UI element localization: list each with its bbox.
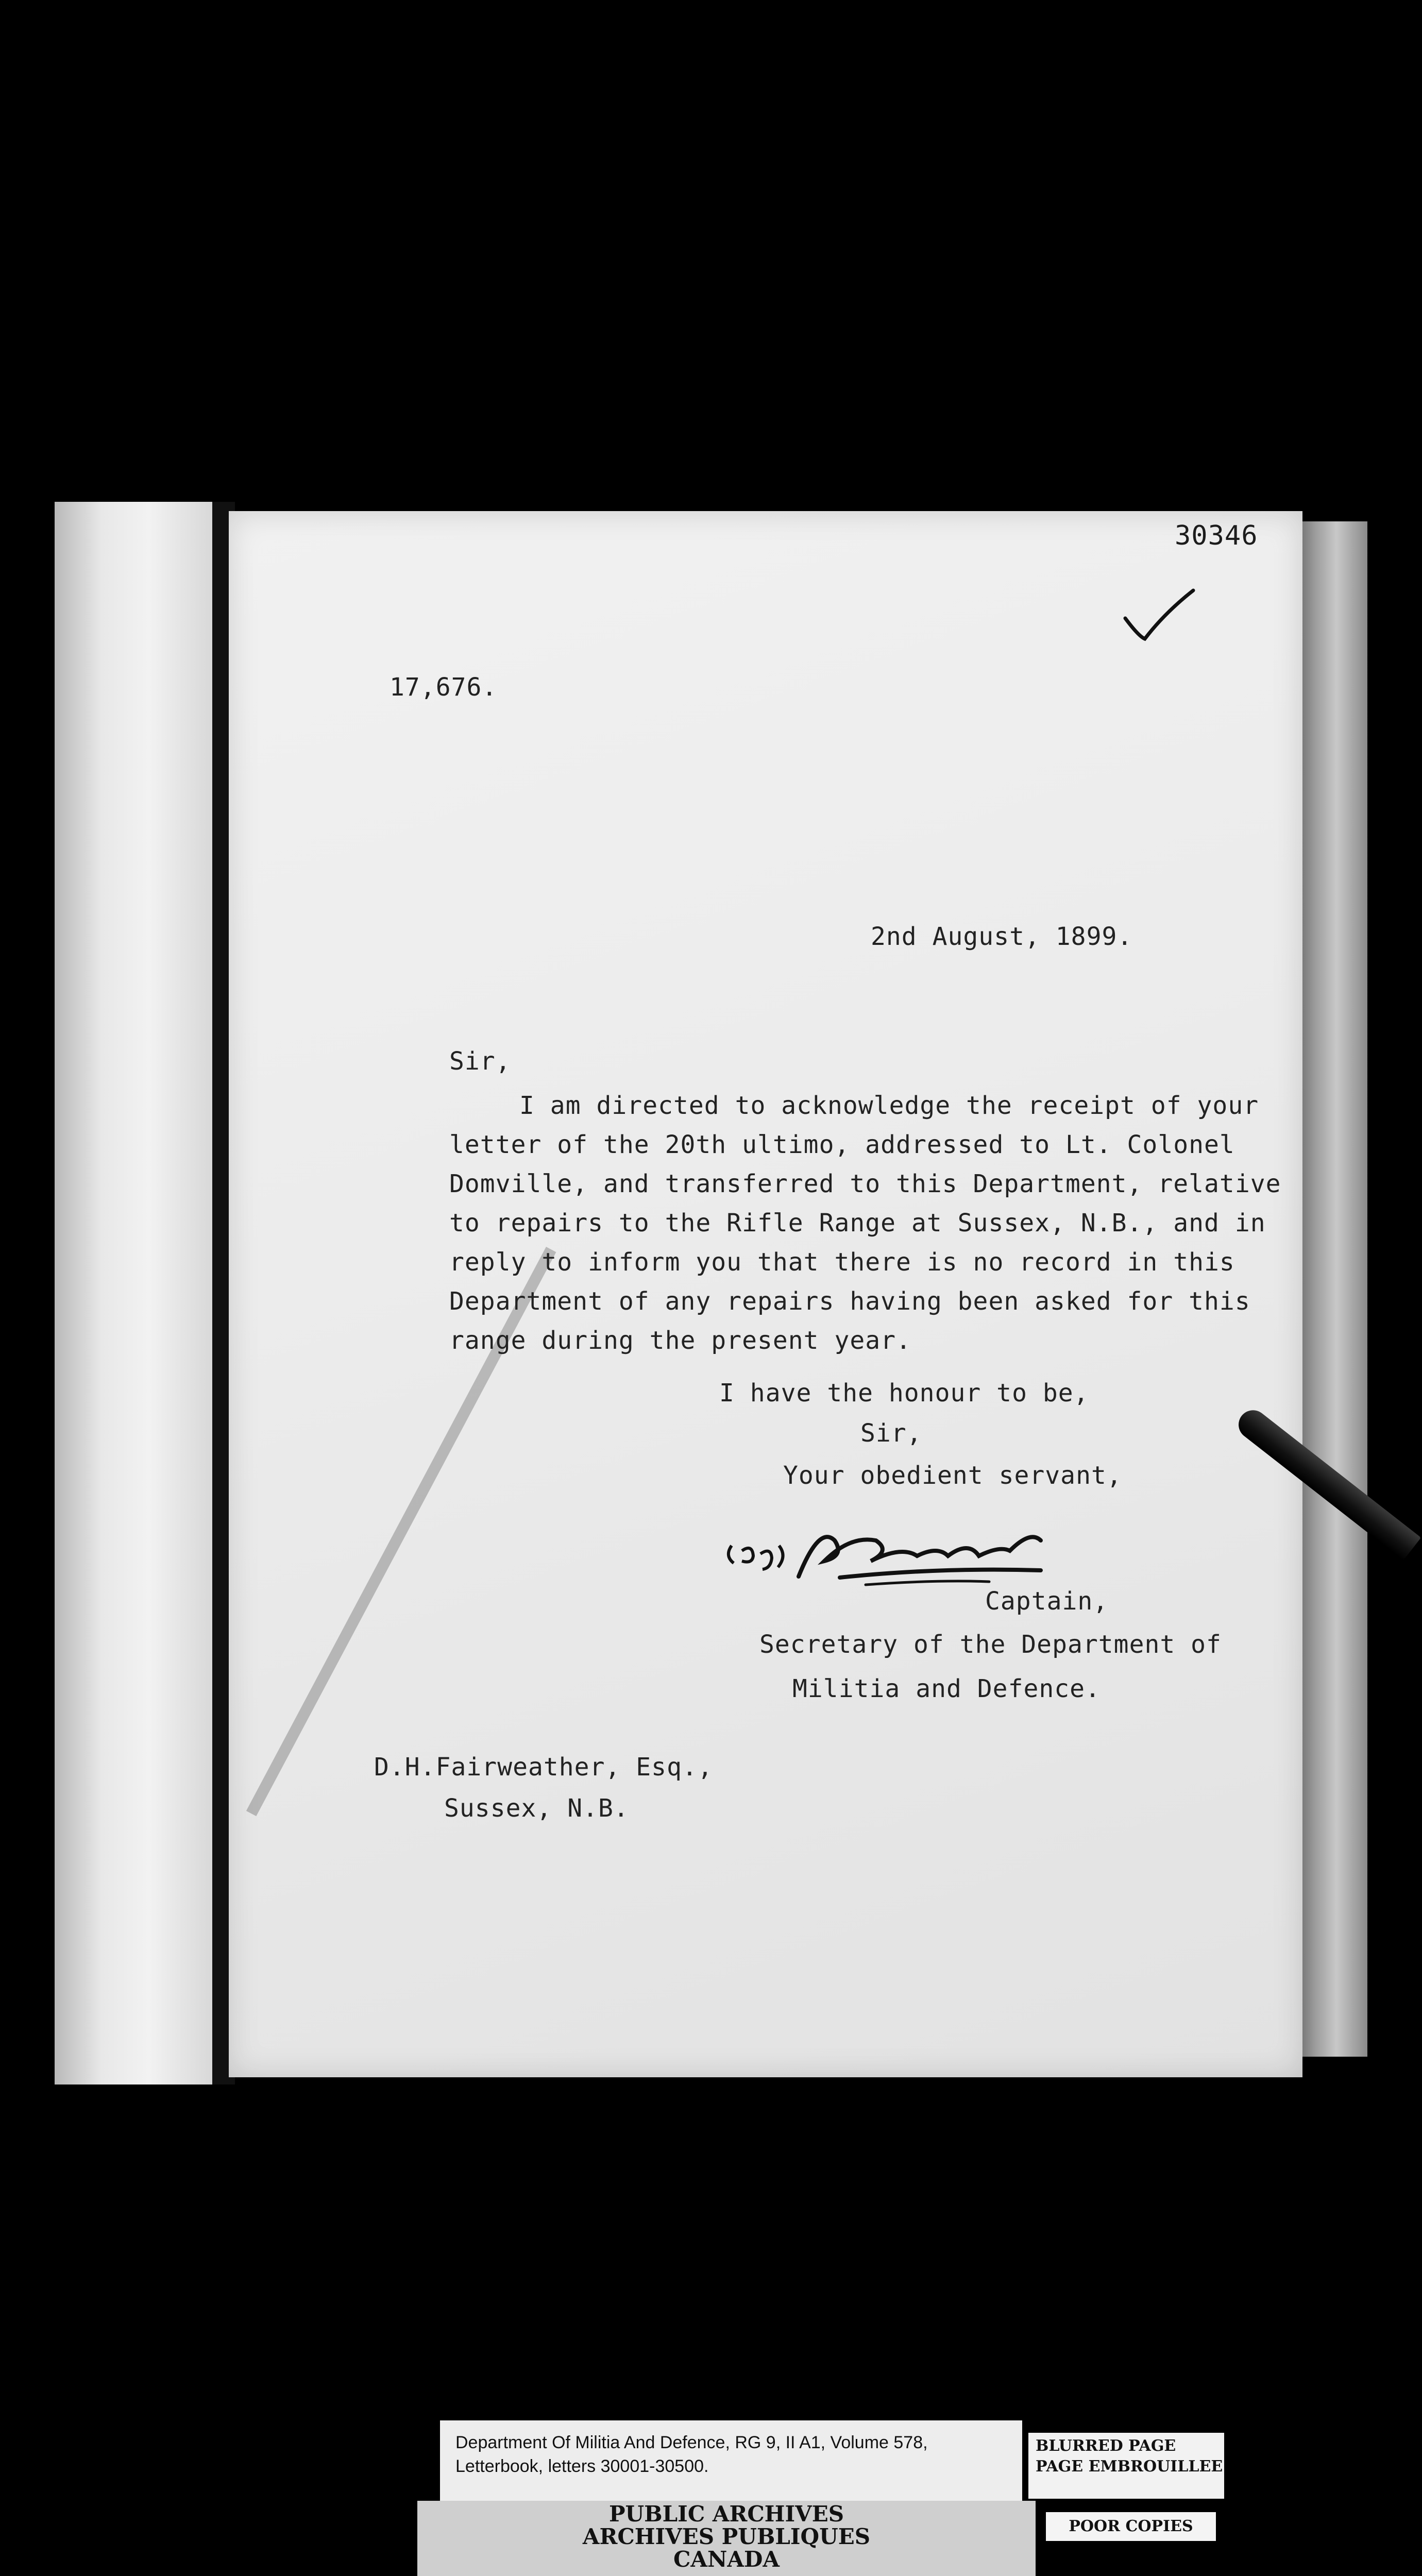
blurred-page-label — [1028, 2433, 1224, 2499]
folio-number: 30346 — [1175, 520, 1258, 551]
archive-caption: Department Of Militia And Defence, RG 9, II A1, Volume 578, Letterbook, letters 30001-30500. — [455, 2433, 928, 2476]
poor-copies-label: POOR COPIES — [1046, 2512, 1216, 2541]
signer-title-line-1: Secretary of the Department of — [759, 1630, 1222, 1659]
public-archives-line-3: CANADA — [673, 2547, 780, 2572]
signer-rank: Captain, — [985, 1587, 1109, 1616]
letter-date: 2nd August, 1899. — [871, 922, 1133, 951]
closing-servant: Your obedient servant, — [783, 1461, 1122, 1490]
body-line-3: Domville, and transferred to this Department, relative — [449, 1170, 1281, 1198]
check-mark-icon — [1123, 587, 1195, 644]
blurred-page-line-1: BLURRED PAGE — [1036, 2437, 1176, 2455]
body-line-7: range during the present year. — [449, 1326, 911, 1355]
body-line-5: reply to inform you that there is no record in this — [449, 1248, 1235, 1277]
reference-number: 17,676. — [390, 673, 498, 702]
body-line-2: letter of the 20th ultimo, addressed to Lt. Colonel — [449, 1130, 1235, 1159]
addressee-place: Sussex, N.B. — [444, 1794, 629, 1823]
facing-page-edge — [55, 502, 212, 2084]
addressee-name: D.H.Fairweather, Esq., — [374, 1753, 713, 1782]
signer-title-line-2: Militia and Defence. — [792, 1674, 1101, 1703]
stacked-pages-edge — [1298, 521, 1367, 2057]
public-archives-line-1: PUBLIC ARCHIVES — [608, 2501, 844, 2527]
closing-sir: Sir, — [860, 1419, 922, 1448]
body-line-4: to repairs to the Rifle Range at Sussex, N.B., and in — [449, 1209, 1266, 1238]
salutation: Sir, — [449, 1047, 511, 1076]
body-line-6: Department of any repairs having been asked for this — [449, 1287, 1250, 1316]
handwritten-signature — [721, 1520, 1072, 1597]
public-archives-stamp — [417, 2503, 1036, 2571]
body-line-1: I am directed to acknowledge the receipt of your — [519, 1091, 1259, 1120]
closing-honour: I have the honour to be, — [719, 1379, 1089, 1408]
public-archives-line-2: ARCHIVES PUBLIQUES — [582, 2524, 871, 2549]
blurred-page-line-2: PAGE EMBROUILLEE — [1036, 2458, 1223, 2476]
